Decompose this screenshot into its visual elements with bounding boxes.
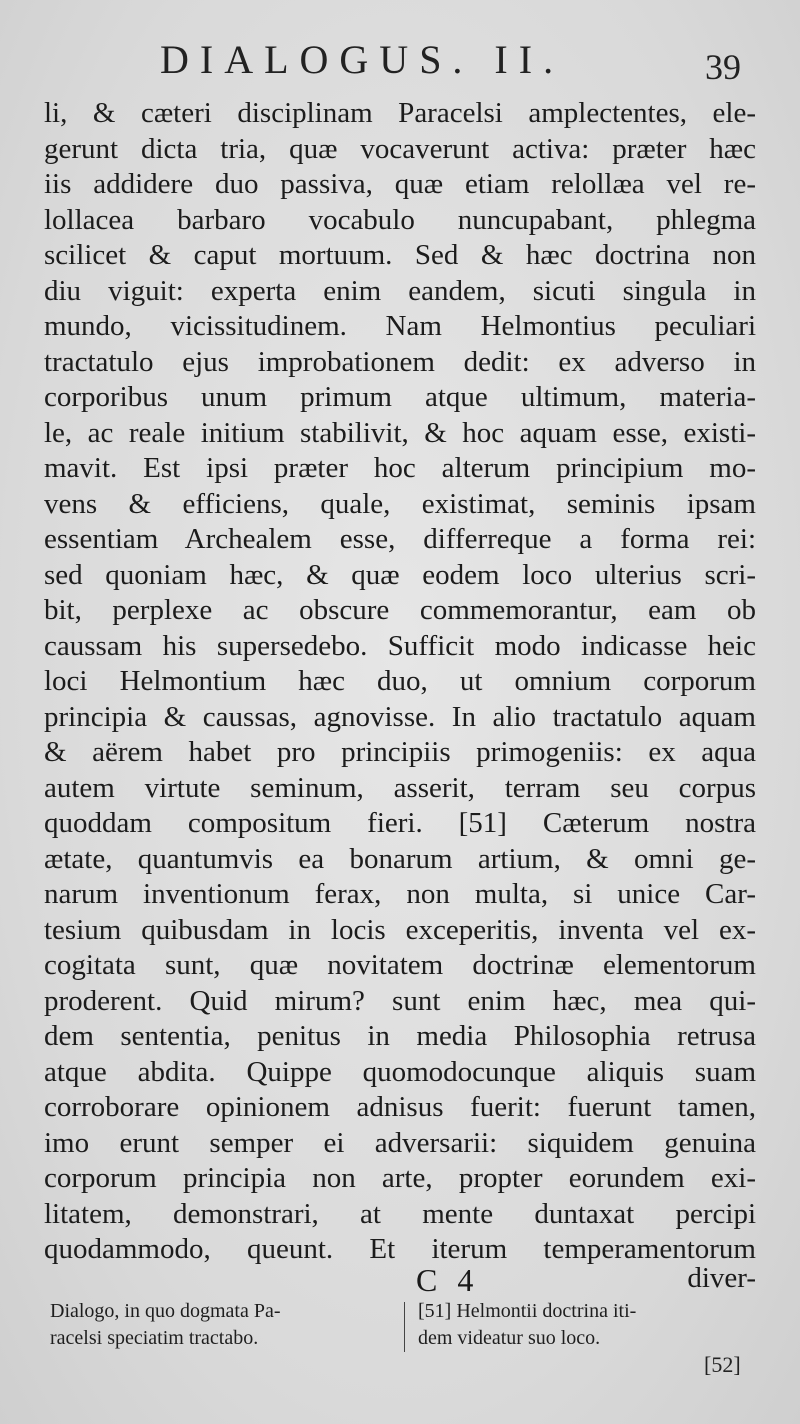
text-line: gerunt dicta tria, quæ vocaverunt activa: præter hæc <box>44 132 756 165</box>
text-line: quoddam compositum fieri. [51] Cæterum nostra <box>44 807 756 839</box>
text-line: mundo, vicissitudinem. Nam Helmontius peculiari <box>44 310 756 342</box>
text-line: caussam his supersedebo. Sufficit modo indicasse heic <box>44 629 756 662</box>
text-line: corroborare opinionem adnisus fuerit: fuerunt tamen, <box>44 1091 756 1123</box>
footnote-divider <box>404 1302 405 1352</box>
footer-catchword: [52] <box>704 1352 741 1377</box>
footnote-right-line: dem videatur suo loco. <box>418 1327 601 1349</box>
footnote-left-line: racelsi speciatim tractabo. <box>50 1327 259 1349</box>
text-line: principia & caussas, agnovisse. In alio tractatulo aquam <box>44 700 756 733</box>
catchword: diver- <box>687 1262 756 1294</box>
text-line: quodammodo, queunt. Et iterum temperamentorum <box>44 1233 756 1265</box>
main-text <box>44 96 756 1268</box>
text-line: le, ac reale initium stabilivit, & hoc aquam esse, existi- <box>44 416 756 449</box>
text-line: essentiam Archealem esse, differreque a forma rei: <box>44 523 756 555</box>
text-line: li, & cæteri disciplinam Paracelsi amplectentes, ele- <box>44 97 756 129</box>
text-line: scilicet & caput mortuum. Sed & hæc doctrina non <box>44 239 756 271</box>
signature-mark: C 4 <box>416 1262 480 1298</box>
text-line: vens & efficiens, quale, existimat, seminis ipsam <box>44 487 756 520</box>
page-number: 39 <box>705 47 741 87</box>
page-header <box>0 36 800 96</box>
text-line: ætate, quantumvis ea bonarum artium, & omni ge- <box>44 842 756 875</box>
text-line: lollacea barbaro vocabulo nuncupabant, phlegma <box>44 203 756 236</box>
text-line: diu viguit: experta enim eandem, sicuti singula in <box>44 274 756 307</box>
text-line: litatem, demonstrari, at mente duntaxat percipi <box>44 1197 756 1230</box>
footnote-left <box>50 1298 400 1352</box>
text-line: bit, perplexe ac obscure commemorantur, eam ob <box>44 594 756 626</box>
text-line: iis addidere duo passiva, quæ etiam relollæa vel re- <box>44 168 756 200</box>
text-line: atque abdita. Quippe quomodocunque aliquis suam <box>44 1055 756 1088</box>
footnotes <box>50 1298 760 1358</box>
text-line: tesium quibusdam in locis exceperitis, inventa vel ex- <box>44 913 756 946</box>
text-line: cogitata sunt, quæ novitatem doctrinæ elementorum <box>44 949 756 981</box>
text-line: proderent. Quid mirum? sunt enim hæc, mea qui- <box>44 984 756 1017</box>
text-line: imo erunt semper ei adversarii: siquidem genuina <box>44 1126 756 1159</box>
signature-line <box>44 1262 756 1298</box>
text-line: & aërem habet pro principiis primogeniis: ex aqua <box>44 736 756 768</box>
text-line: sed quoniam hæc, & quæ eodem loco ulterius scri- <box>44 558 756 591</box>
text-line: corporum principia non arte, propter eorundem exi- <box>44 1162 756 1194</box>
text-line: mavit. Est ipsi præter hoc alterum principium mo- <box>44 452 756 484</box>
running-head: DIALOGUS. II. <box>160 37 565 82</box>
footnote-left-line: Dialogo, in quo dogmata Pa- <box>50 1300 281 1322</box>
text-line: tractatulo ejus improbationem dedit: ex adverso in <box>44 345 756 378</box>
footnote-right <box>418 1298 758 1352</box>
text-line: autem virtute seminum, asserit, terram seu corpus <box>44 771 756 804</box>
text-line: corporibus unum primum atque ultimum, materia- <box>44 381 756 413</box>
text-line: narum inventionum ferax, non multa, si unice Car- <box>44 878 756 910</box>
text-line: dem sententia, penitus in media Philosophia retrusa <box>44 1020 756 1052</box>
footnote-right-line: [51] Helmontii doctrina iti- <box>418 1300 637 1322</box>
text-line: loci Helmontium hæc duo, ut omnium corporum <box>44 665 756 697</box>
